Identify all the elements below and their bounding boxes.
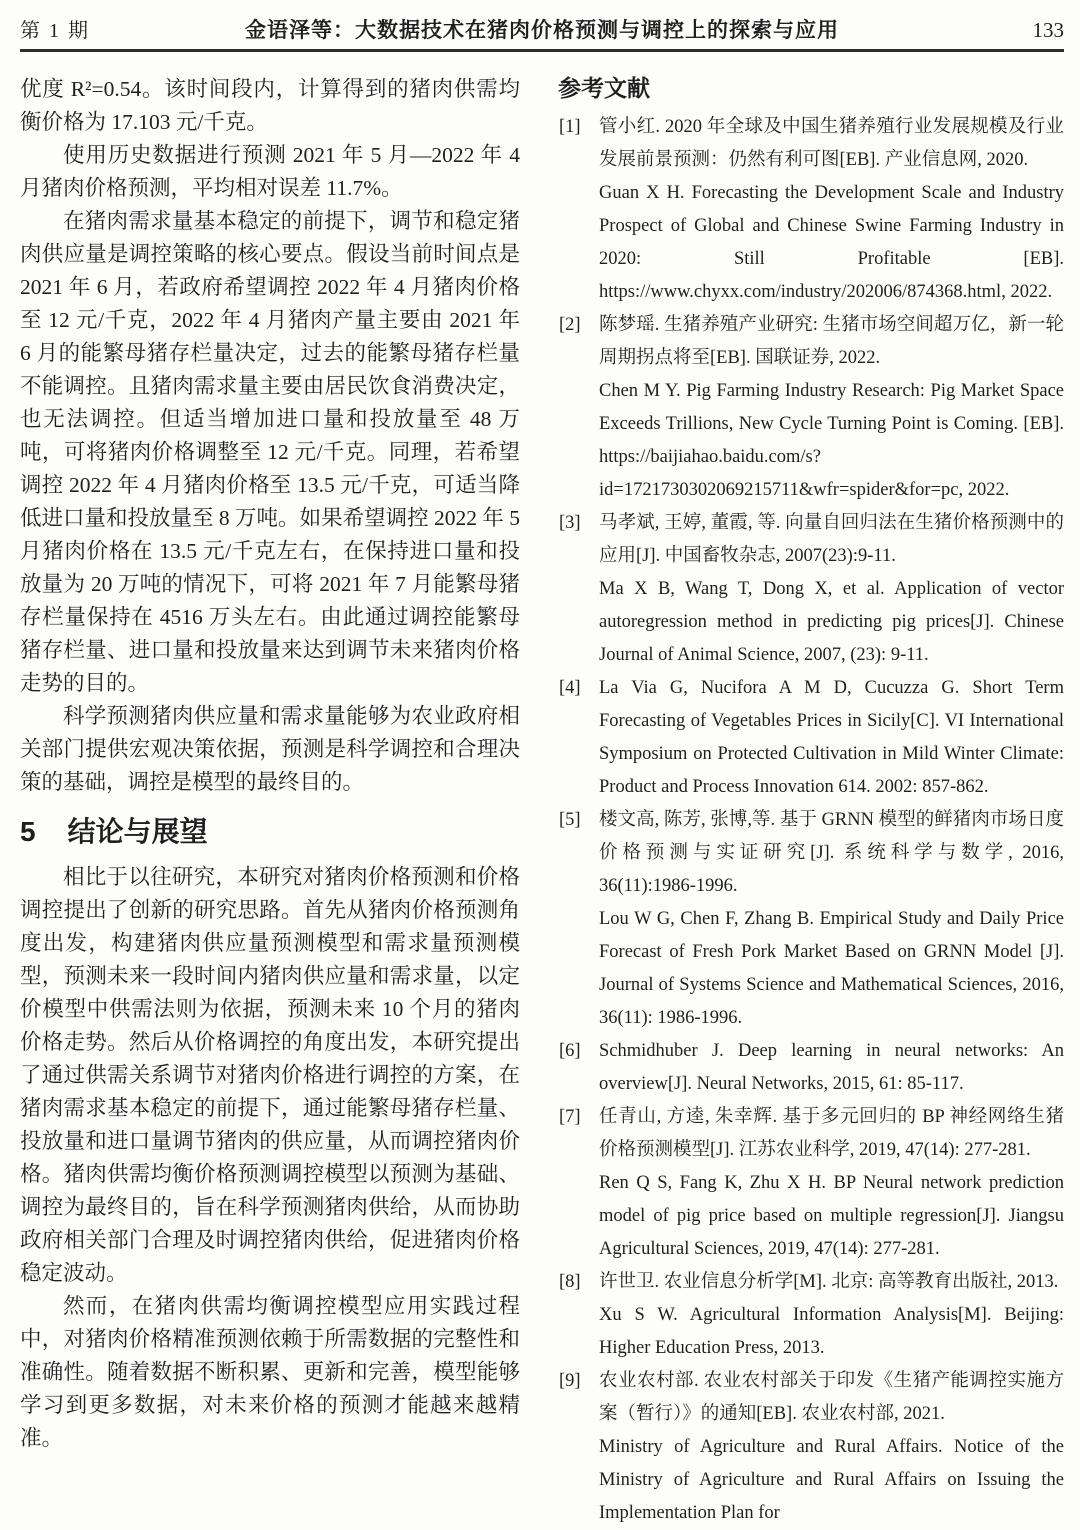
reference-part: Xu S W. Agricultural Information Analysis[M]. Beijing: Higher Education Press, 2013. (599, 1305, 1064, 1358)
body-paragraph: 相比于以往研究，本研究对猪肉价格预测和价格调控提出了创新的研究思路。首先从猪肉价格预测角度出发，构建猪肉供应量预测模型和需求量预测模型，预测未来一段时间内猪肉供应量和需求量，以定价模型中供需法则为依据，预测未来 10 个月的猪肉价格走势。然后从价格调控的角度出发，本研究提出了通过供需关系调节对猪肉价格进行调控的方案，在猪肉需求基本稳定的前提下，通过能繁母猪存栏量、投放量和进口量调节猪肉的供应量，从而调控猪肉价格。猪肉供需均衡价格预测调控模型以预测为基础、调控为最终目的，旨在科学预测猪肉供给，从而协助政府相关部门合理及时调控猪肉供给，促进猪肉价格稳定波动。 (20, 865, 520, 1285)
reference-part: Chen M Y. Pig Farming Industry Research: Pig Market Space Exceeds Trillions, New Cycle Turning Point is Coming. [EB]. https://baijiahao.baidu.com/s?id=1721730302069215711&wfr=spider&for=pc, 2022. (599, 381, 1064, 500)
reference-part: La Via G, Nucifora A M D, Cucuzza G. Short Term Forecasting of Vegetables Prices in Sicily[C]. VI International Symposium on Protected Cultivation in Mild Winter Climate: Product and Process Innovation 614. 2002: 857-862. (599, 678, 1064, 797)
reference-text (599, 1101, 1064, 1266)
reference-label: [6] (559, 1041, 581, 1061)
left-column (20, 73, 520, 1530)
reference-item (558, 1035, 1064, 1101)
page-header (20, 0, 1064, 44)
references-list (558, 111, 1064, 1530)
reference-part: Ma X B, Wang T, Dong X, et al. Application of vector autoregression method in predicting pig prices[J]. Chinese Journal of Animal Science, 2007, (23): 9-11. (599, 579, 1064, 665)
reference-part: Guan X H. Forecasting the Development Scale and Industry Prospect of Global and Chinese Swine Farming Industry in 2020: Still Profitable [EB]. https://www.chyxx.com/industry/202006/874368.html, 2022. (599, 183, 1064, 302)
reference-label: [7] (559, 1107, 581, 1127)
reference-item (558, 309, 1064, 507)
two-column-body (20, 73, 1064, 1530)
reference-item (558, 1101, 1064, 1266)
right-column (558, 73, 1064, 1530)
reference-text (599, 111, 1064, 309)
reference-part: Ministry of Agriculture and Rural Affairs. Notice of the Ministry of Agriculture and Rural Affairs on Issuing the Implementation Plan for (599, 1437, 1064, 1523)
reference-label: [8] (559, 1272, 581, 1292)
reference-item (558, 507, 1064, 672)
reference-text (599, 1035, 1064, 1101)
body-paragraph: 在猪肉需求量基本稳定的前提下，调节和稳定猪肉供应量是调控策略的核心要点。假设当前时间点是 2021 年 6 月，若政府希望调控 2022 年 4 月猪肉价格至 12 元/千克，2022 年 4 月猪肉产量主要由 2021 年 6 月的能繁母猪存栏量决定，过去的能繁母猪存栏量不能调控。且猪肉需求量主要由居民饮食消费决定，也无法调控。但适当增加进口量和投放量至 48 万吨，可将猪肉价格调整至 12 元/千克。同理，若希望调控 2022 年 4 月猪肉价格至 13.5 元/千克，可适当降低进口量和投放量至 8 万吨。如果希望调控 2022 年 5 月猪肉价格在 13.5 元/千克左右，在保持进口量和投放量为 20 万吨的情况下，可将 2021 年 7 月能繁母猪存栏量保持在 4516 万头左右。由此通过调控能繁母猪存栏量、进口量和投放量来达到调节未来猪肉价格走势的目的。 (20, 209, 520, 695)
reference-part: 任青山, 方逵, 朱幸辉. 基于多元回归的 BP 神经网络生猪价格预测模型[J]. 江苏农业科学, 2019, 47(14): 277-281. (599, 1107, 1064, 1160)
reference-text (599, 309, 1064, 507)
body-paragraph: 优度 R²=0.54。该时间段内，计算得到的猪肉供需均衡价格为 17.103 元/千克。 (20, 77, 520, 134)
reference-item (558, 1365, 1064, 1530)
reference-label: [5] (559, 810, 581, 830)
reference-part: Ren Q S, Fang K, Zhu X H. BP Neural network prediction model of pig price based on multiple regression[J]. Jiangsu Agricultural Sciences, 2019, 47(14): 277-281. (599, 1173, 1064, 1259)
reference-text (599, 672, 1064, 804)
reference-part: 许世卫. 农业信息分析学[M]. 北京: 高等教育出版社, 2013. (599, 1272, 1059, 1292)
running-title: 金语泽等：大数据技术在猪肉价格预测与调控上的探索与应用 (245, 19, 839, 42)
reference-part: 楼文高, 陈芳, 张博,等. 基于 GRNN 模型的鲜猪肉市场日度价格预测与实证研究[J]. 系统科学与数学, 2016, 36(11):1986-1996. (599, 810, 1064, 896)
section-number: 5 (20, 816, 36, 847)
references-heading: 参考文献 (558, 75, 650, 101)
reference-text (599, 1266, 1064, 1365)
reference-label: [4] (559, 678, 581, 698)
reference-item (558, 672, 1064, 804)
reference-label: [9] (559, 1371, 581, 1391)
reference-part: Lou W G, Chen F, Zhang B. Empirical Study and Daily Price Forecast of Fresh Pork Market Based on GRNN Model [J]. Journal of Systems Science and Mathematical Sciences, 2016, 36(11): 1986-1996. (599, 909, 1064, 1028)
section-title: 结论与展望 (67, 816, 208, 847)
reference-item (558, 1266, 1064, 1365)
reference-part: 管小红. 2020 年全球及中国生猪养殖行业发展规模及行业发展前景预测：仍然有利可图[EB]. 产业信息网, 2020. (599, 117, 1064, 170)
reference-text (599, 804, 1064, 1035)
reference-label: [1] (559, 117, 581, 137)
reference-label: [2] (559, 315, 581, 335)
reference-item (558, 804, 1064, 1035)
reference-label: [3] (559, 513, 581, 533)
reference-part: Schmidhuber J. Deep learning in neural networks: An overview[J]. Neural Networks, 2015, 61: 85-117. (599, 1041, 1064, 1094)
reference-part: 农业农村部. 农业农村部关于印发《生猪产能调控实施方案（暂行）》的通知[EB]. 农业农村部, 2021. (599, 1371, 1064, 1424)
body-paragraph: 科学预测猪肉供应量和需求量能够为农业政府相关部门提供宏观决策依据，预测是科学调控和合理决策的基础，调控是模型的最终目的。 (20, 704, 520, 794)
reference-item (558, 111, 1064, 309)
reference-part: 陈梦瑶. 生猪养殖产业研究: 生猪市场空间超万亿，新一轮周期拐点将至[EB]. 国联证券, 2022. (599, 315, 1064, 368)
header-rule (20, 49, 1064, 52)
journal-issue: 第 1 期 (20, 20, 90, 42)
page-number: 133 (1032, 18, 1064, 42)
reference-text (599, 1365, 1064, 1530)
body-paragraph: 然而，在猪肉供需均衡调控模型应用实践过程中，对猪肉价格精准预测依赖于所需数据的完整性和准确性。随着数据不断积累、更新和完善，模型能够学习到更多数据，对未来价格的预测才能越来越精准。 (20, 1294, 520, 1450)
body-paragraph: 使用历史数据进行预测 2021 年 5 月—2022 年 4 月猪肉价格预测，平均相对误差 11.7%。 (20, 143, 520, 200)
reference-part: 马孝斌, 王婷, 董霞, 等. 向量自回归法在生猪价格预测中的应用[J]. 中国畜牧杂志, 2007(23):9-11. (599, 513, 1064, 566)
section-heading (20, 813, 520, 851)
reference-text (599, 507, 1064, 672)
